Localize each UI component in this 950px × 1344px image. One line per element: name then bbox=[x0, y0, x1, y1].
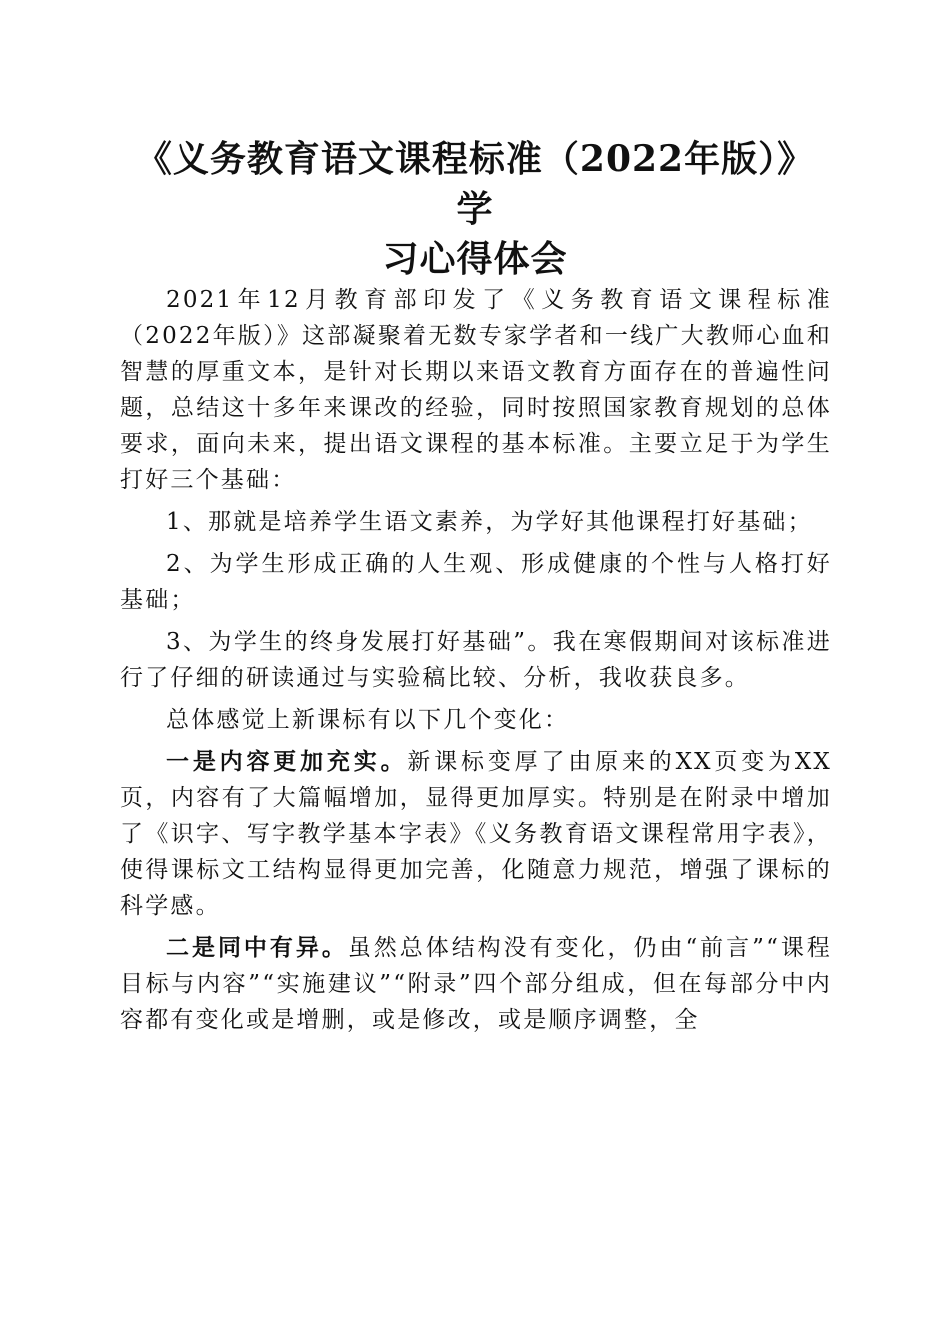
paragraph-change-2 bbox=[120, 930, 832, 1038]
paragraph-text: 2、为学生形成正确的人生观、形成健康的个性与人格打好基础； bbox=[120, 551, 832, 613]
title-line-1: 《义务教育语文课程标准（2022年版）》学 bbox=[135, 138, 815, 230]
document-body bbox=[120, 282, 832, 1044]
paragraph-text: 总体感觉上新课标有以下几个变化： bbox=[166, 707, 570, 733]
paragraph-text: 虽然总体结构没有变化，仍由“前言”“课程目标与内容”“实施建议”“附录”四个部分组成，但在每部分中内容都有变化或是增删，或是修改，或是顺序调整，全 bbox=[120, 935, 832, 1033]
paragraph-point-1 bbox=[120, 504, 832, 540]
paragraph-text: 2021年12月教育部印发了《义务教育语文课程标准（2022年版）》这部凝聚着无数专家学者和一线广大教师心血和智慧的厚重文本，是针对长期以来语文教育方面存在的普遍性问题，总结这十多年来课改的经验，同时按照国家教育规划的总体要求，面向未来，提出语文课程的基本标准。主要立足于为学生打好三个基础： bbox=[120, 287, 832, 493]
paragraph-text: 新课标变厚了由原来的XX页变为XX页，内容有了大篇幅增加，显得更加厚实。特别是在附录中增加了《识字、写字教学基本字表》《义务教育语文课程常用字表》，使得课标文工结构显得更加完善，化随意力规范，增强了课标的科学感。 bbox=[120, 749, 832, 919]
paragraph-change-1 bbox=[120, 744, 832, 924]
paragraph-intro bbox=[120, 282, 832, 498]
paragraph-text: 3、为学生的终身发展打好基础”。我在寒假期间对该标准进行了仔细的研读通过与实验稿比较、分析，我收获良多。 bbox=[120, 629, 832, 691]
paragraph-summary bbox=[120, 702, 832, 738]
paragraph-point-3 bbox=[120, 624, 832, 696]
paragraph-lead: 二是同中有异。 bbox=[166, 934, 348, 961]
paragraph-lead: 一是内容更加充实。 bbox=[166, 748, 408, 775]
paragraph-point-2 bbox=[120, 546, 832, 618]
paragraph-text: 1、那就是培养学生语文素养，为学好其他课程打好基础； bbox=[166, 509, 813, 535]
document-title bbox=[120, 134, 830, 284]
title-line-2: 习心得体会 bbox=[382, 238, 568, 280]
